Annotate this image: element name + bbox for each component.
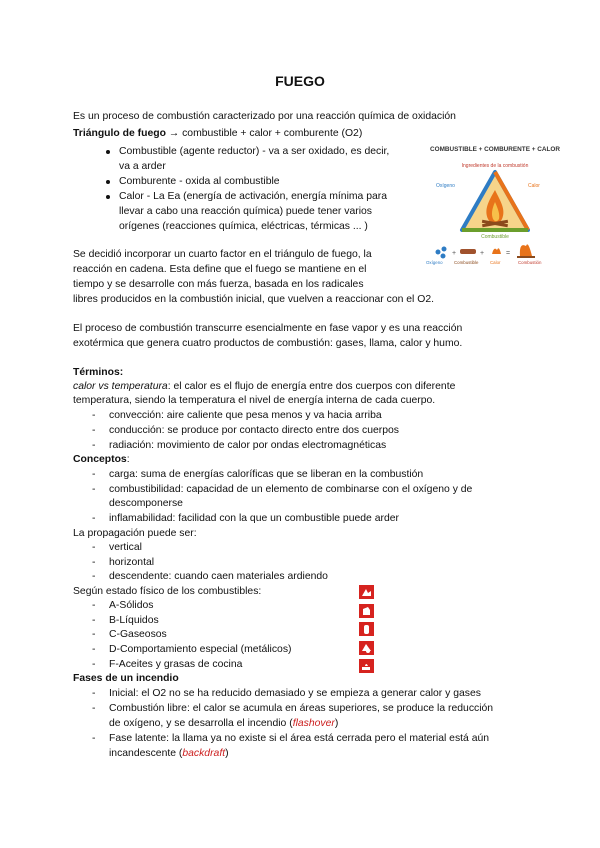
fuel-state-heading: Según estado físico de los combustibles: — [73, 586, 262, 597]
list-item: carga: suma de energías caloríficas que se liberan en la combustión — [109, 469, 424, 480]
list-item: inflamabilidad: facilidad con la que un combustible puede arder — [109, 513, 399, 524]
list-item: Inicial: el O2 no se ha reducido demasiado y se empieza a generar calor y gases — [109, 688, 481, 699]
terms-heading: Términos: — [73, 367, 124, 378]
phases-heading: Fases de un incendio — [73, 673, 179, 684]
triangle-line — [73, 127, 362, 141]
list-item: convección: aire caliente que pesa menos y va hacia arriba — [109, 410, 382, 421]
list-item — [109, 747, 229, 761]
phase2-close: ) — [334, 718, 339, 729]
dash-icon: - — [92, 615, 96, 626]
bullet-icon — [106, 195, 110, 199]
terms-line — [73, 380, 455, 394]
row-label-oxygen: Oxígeno — [426, 260, 443, 265]
list-item: vertical — [109, 542, 142, 553]
dash-icon: - — [92, 644, 96, 655]
list-item: horizontal — [109, 557, 155, 568]
dash-icon: - — [92, 688, 96, 699]
dash-icon: - — [92, 410, 96, 421]
terms-italic: calor vs temperatura — [73, 381, 168, 392]
svg-text:+: + — [452, 250, 457, 257]
dash-icon: - — [92, 557, 96, 568]
svg-text:=: = — [506, 250, 511, 257]
paragraph-line: reacción en cadena. Esta define que el fuego se mantiene en el — [73, 264, 367, 275]
phase3-close: ) — [225, 748, 229, 759]
list-item: descomponerse — [109, 498, 183, 509]
dash-icon: - — [92, 600, 96, 611]
dash-icon: - — [92, 440, 96, 451]
row-label-heat: Calor — [490, 260, 501, 265]
fire-triangle-figure — [422, 146, 568, 270]
label-oxygen: Oxígeno — [436, 183, 455, 189]
list-item: conducción: se produce por contacto directo entre dos cuerpos — [109, 425, 399, 436]
page-title: FUEGO — [275, 73, 325, 89]
phase2-text: de oxígeno, y se desarrolla el incendio ( — [109, 718, 293, 729]
dash-icon: - — [92, 425, 96, 436]
label-fuel: Combustible — [481, 234, 509, 240]
list-item — [109, 717, 338, 731]
dash-icon: - — [92, 513, 96, 524]
paragraph-line: El proceso de combustión transcurre esencialmente en fase vapor y es una reacción — [73, 323, 463, 334]
list-item: va a arder — [119, 161, 166, 172]
fire-class-a-icon — [359, 585, 374, 599]
paragraph-line: exotérmica que genera cuatro productos de combustión: gases, llama, calor y humo. — [73, 338, 463, 349]
intro-text: Es un proceso de combustión caracterizado por una reacción química de oxidación — [73, 111, 456, 122]
backdraft-term: backdraft — [182, 748, 226, 759]
paragraph-line: Se decidió incorporar un cuarto factor en el triángulo de fuego, la — [73, 249, 372, 260]
list-item: Calor - La Ea (energía de activación, energía mínima para — [119, 191, 387, 202]
flashover-term: flashover — [292, 718, 335, 729]
list-item: F-Aceites y grasas de cocina — [109, 659, 243, 670]
dash-icon: - — [92, 469, 96, 480]
propagation-heading: La propagación puede ser: — [73, 528, 197, 539]
label-heat: Calor — [528, 183, 540, 189]
dash-icon: - — [92, 733, 96, 744]
list-item: Comburente - oxida al combustible — [119, 176, 280, 187]
list-item: orígenes (reacciones química, eléctricas, térmicas ... ) — [119, 221, 368, 232]
paragraph-line: tiempo y se desarrolle con más fuerza, basada en los radicales — [73, 279, 364, 290]
list-item: Fase latente: la llama ya no existe si el área está cerrada pero el material está aún — [109, 733, 490, 744]
dash-icon: - — [92, 571, 96, 582]
fire-class-c-icon — [359, 622, 374, 636]
list-item: C-Gaseosos — [109, 629, 167, 640]
triangle-label: Triángulo de fuego — [73, 128, 166, 139]
figure-header: COMBUSTIBLE + COMBURENTE + CALOR — [430, 146, 560, 153]
fire-class-b-icon — [359, 604, 374, 618]
list-item: llevar a cabo una reacción química) puede tener varios — [119, 206, 372, 217]
list-item: A-Sólidos — [109, 600, 154, 611]
row-label-fuel: Combustible — [454, 260, 479, 265]
phase3-text: incandescente ( — [109, 748, 183, 759]
dash-icon: - — [92, 659, 96, 670]
list-item: B-Líquidos — [109, 615, 159, 626]
concepts-colon: : — [126, 454, 130, 465]
concepts-heading — [73, 453, 130, 467]
bullet-icon — [106, 180, 110, 184]
list-item: Combustible (agente reductor) - va a ser oxidado, es decir, — [119, 146, 390, 157]
terms-line-rest: : el calor es el flujo de energía entre dos cuerpos con diferente — [167, 381, 456, 392]
dash-icon: - — [92, 703, 96, 714]
row-label-combustion: Combustión — [518, 260, 542, 265]
figure-subtitle: Ingredientes de la combustión — [461, 163, 529, 169]
paragraph-line: libres producidos en la combustión inicial, que vuelven a reaccionar con el O2. — [73, 294, 434, 305]
triangle-formula: → combustible + calor + comburente (O2) — [165, 128, 363, 139]
dash-icon: - — [92, 484, 96, 495]
list-item: descendente: cuando caen materiales ardiendo — [109, 571, 328, 582]
list-item: combustibilidad: capacidad de un elemento de combinarse con el oxígeno y de — [109, 484, 473, 495]
svg-text:+: + — [480, 250, 485, 257]
fire-class-f-icon — [359, 659, 374, 673]
list-item: Combustión libre: el calor se acumula en áreas superiores, se produce la reducción — [109, 703, 494, 714]
fire-triangle-icon — [422, 146, 568, 270]
bullet-icon — [106, 150, 110, 154]
list-item: D-Comportamiento especial (metálicos) — [109, 644, 292, 655]
concepts-heading-text: Conceptos — [73, 454, 127, 465]
dash-icon: - — [92, 629, 96, 640]
terms-line: temperatura, siendo la temperatura el nivel de energía interna de cada cuerpo. — [73, 395, 436, 406]
dash-icon: - — [92, 542, 96, 553]
list-item: radiación: movimiento de calor por ondas electromagnéticas — [109, 440, 387, 451]
fire-class-d-icon — [359, 641, 374, 655]
